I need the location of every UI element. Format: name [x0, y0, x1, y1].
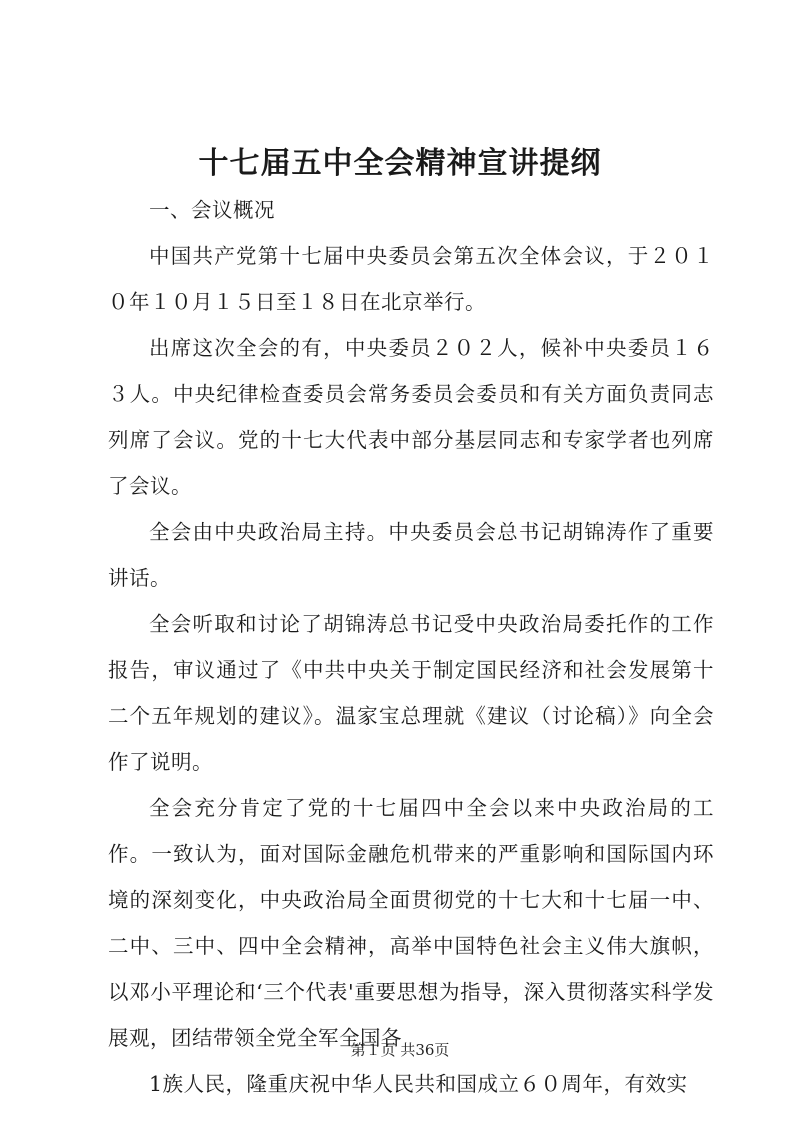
document-body: [108, 187, 714, 1107]
paragraph: 中国共产党第十七届中央委员会第五次全体会议，于２０１０年１０月１５日至１８日在北京举行。: [108, 244, 714, 314]
paragraph: 出席这次全会的有，中央委员２０２人，候补中央委员１６３人。中央纪律检查委员会常务委员会委员和有关方面负责同志列席了会议。党的十七大代表中部分基层同志和专家学者也列席了会议。: [108, 336, 714, 498]
section-heading: 一、会议概况: [149, 198, 275, 222]
paragraph: 全会由中央政治局主持。中央委员会总书记胡锦涛作了重要讲话。: [108, 520, 714, 590]
page-number-footer: 第１页 共36页: [350, 1041, 450, 1059]
paragraph: 全会充分肯定了党的十七届四中全会以来中央政治局的工作。一致认为，面对国际金融危机带来的严重影响和国际国内环境的深刻变化，中央政治局全面贯彻党的十七大和十七届一中、二中、三中、四中全会精神，高举中国特色社会主义伟大旗帜，以邓小平理论和‘三个代表'重要思想为指导，深入贯彻落实科学发展观，团结带领全党全军全国各: [108, 796, 714, 1050]
paragraph: 1族人民，隆重庆祝中华人民共和国成立６０周年，有效实: [149, 1072, 688, 1096]
document-title: 十七届五中全会精神宣讲提纲: [198, 146, 602, 181]
paragraph: 全会听取和讨论了胡锦涛总书记受中央政治局委托作的工作报告，审议通过了《中共中央关于制定国民经济和社会发展第十二个五年规划的建议》。温家宝总理就《建议（讨论稿）》向全会作了说明。: [108, 612, 714, 774]
